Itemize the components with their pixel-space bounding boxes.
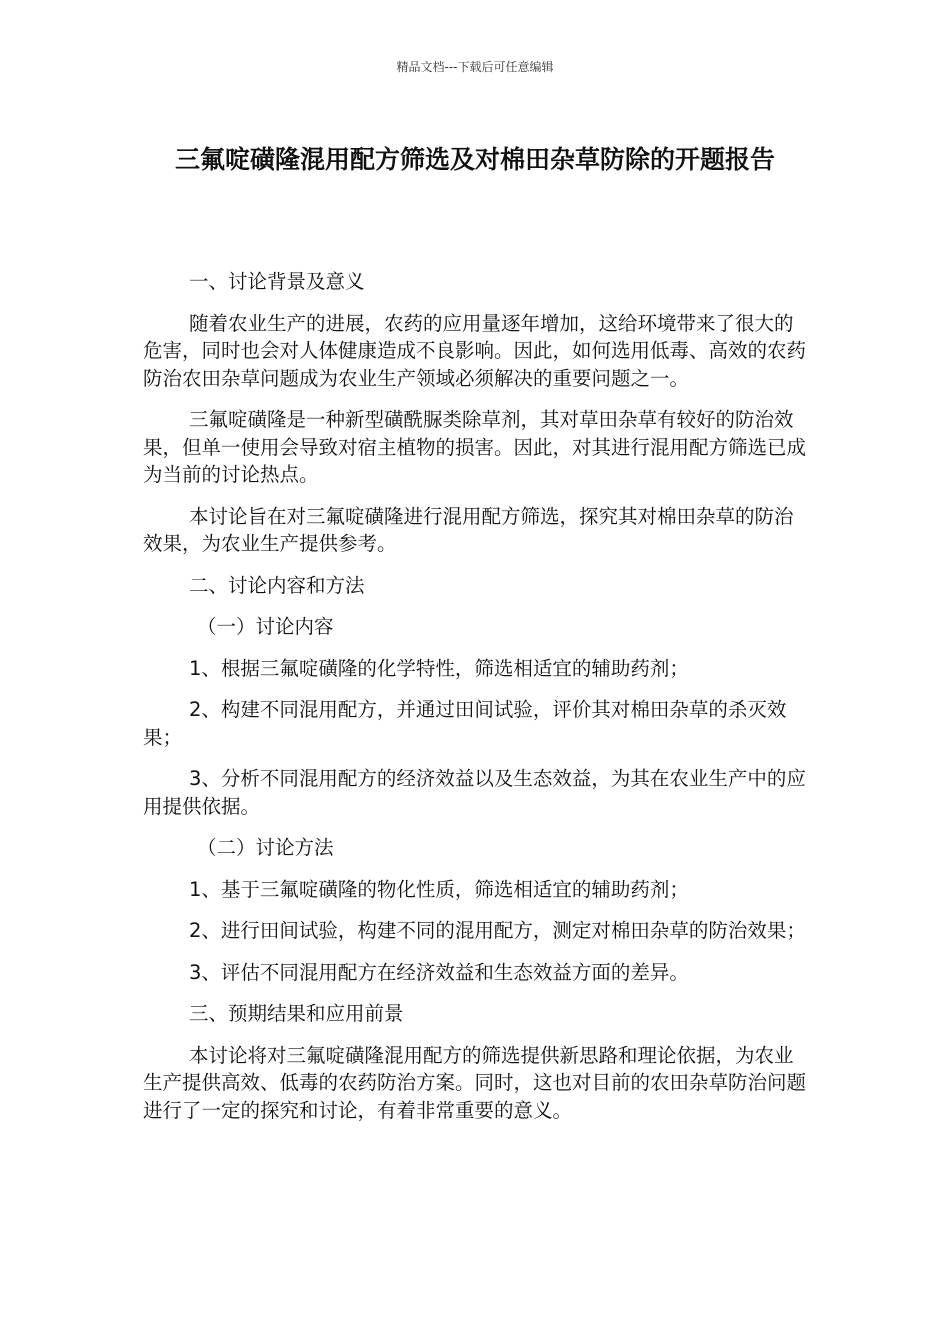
document-title: 三氟啶磺隆混用配方筛选及对棉田杂草防除的开题报告 <box>174 145 775 174</box>
list-item: 1、基于三氟啶磺隆的物化性质，筛选相适宜的辅助药剂； <box>189 877 689 901</box>
list-item: 2、构建不同混用配方，并通过田间试验，评价其对棉田杂草的杀灭效果； <box>143 698 787 749</box>
body-paragraph: 随着农业生产的进展，农药的应用量逐年增加，这给环境带来了很大的危害，同时也会对人体健康造成不良影响。因此，如何选用低毒、高效的农药防治农田杂草问题成为农业生产领域必须解决的重要问题之一。 <box>143 311 807 390</box>
section-heading-content-methods: 二、讨论内容和方法 <box>189 573 365 597</box>
subsection-heading-content: （一）讨论内容 <box>197 615 334 638</box>
subsection-heading-methods: （二）讨论方法 <box>197 836 334 859</box>
body-paragraph: 本讨论旨在对三氟啶磺隆进行混用配方筛选，探究其对棉田杂草的防治效果，为农业生产提供参考。 <box>143 504 794 555</box>
document-body <box>143 268 807 1138</box>
list-item: 3、评估不同混用配方在经济效益和生态效益方面的差异。 <box>189 960 689 984</box>
header-note: 精品文档---下载后可任意编辑 <box>396 60 554 74</box>
section-heading-expected-results: 三、预期结果和应用前景 <box>189 1002 404 1025</box>
body-paragraph: 三氟啶磺隆是一种新型磺酰脲类除草剂，其对草田杂草有较好的防治效果，但单一使用会导致对宿主植物的损害。因此，对其进行混用配方筛选已成为当前的讨论热点。 <box>143 408 807 486</box>
list-item: 1、根据三氟啶磺隆的化学特性，筛选相适宜的辅助药剂； <box>189 656 689 680</box>
list-item: 3、分析不同混用配方的经济效益以及生态效益，为其在农业生产中的应用提供依据。 <box>143 767 806 818</box>
list-item: 2、进行田间试验，构建不同的混用配方，测定对棉田杂草的防治效果； <box>189 919 806 942</box>
section-heading-background: 一、讨论背景及意义 <box>189 270 365 293</box>
body-paragraph: 本讨论将对三氟啶磺隆混用配方的筛选提供新思路和理论依据，为农业生产提供高效、低毒的农药防治方案。同时，这也对目前的农田杂草防治问题进行了一定的探究和讨论，有着非常重要的意义。 <box>143 1043 807 1122</box>
